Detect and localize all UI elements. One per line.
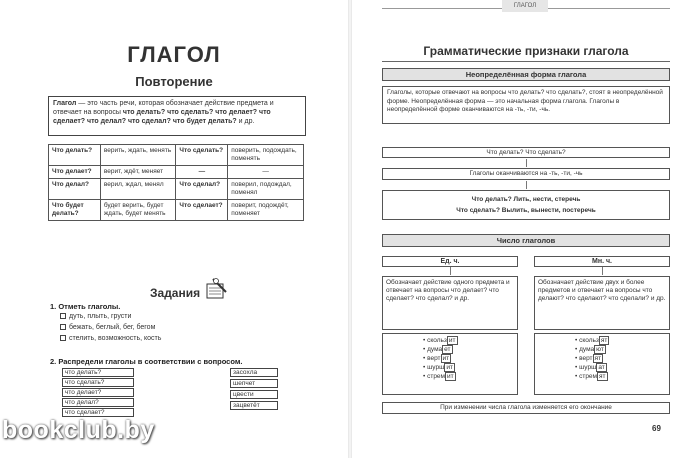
- arrow-connector: [602, 267, 603, 275]
- task-1-label: 1. Отметь глаголы.: [50, 302, 121, 311]
- question-cell: Что делал?: [49, 179, 101, 200]
- page-title: ГЛАГОЛ: [127, 42, 221, 67]
- number-heading: Число глаголов: [382, 234, 670, 247]
- examples-line: Что делать? Лить, нести, стеречь: [471, 196, 581, 203]
- checkbox[interactable]: [60, 335, 66, 341]
- question-cell: Что сделал?: [176, 179, 228, 200]
- left-page: [0, 0, 348, 458]
- question-slot[interactable]: что сделать?: [62, 378, 134, 387]
- infinitive-questions-box: Что делать? Что сделать?: [382, 147, 670, 158]
- word-card[interactable]: засохла: [230, 368, 278, 377]
- tasks-title: Задания: [150, 286, 201, 300]
- infinitive-description: Глаголы, которые отвечают на вопросы что делать? что сделать?, стоят в неопределённой форме. Неопределённая форма — это начальная форма глагола. Глаголы в неопределённой форме оканчиваются на -ть, -ти, -чь.: [382, 86, 670, 124]
- answer-cell: поверит, подождёт, поменяет: [228, 200, 304, 221]
- answer-cell: поверил, подождал, поменял: [228, 179, 304, 200]
- examples-line: Что сделать? Вылить, вынести, постеречь: [456, 207, 596, 214]
- list-item: • дума ют: [575, 346, 604, 353]
- infinitive-examples-box: [382, 190, 670, 220]
- task-1-option[interactable]: [60, 324, 155, 331]
- question-slot[interactable]: что сделает?: [62, 408, 134, 417]
- checkbox[interactable]: [60, 313, 66, 319]
- plural-label: Мн. ч.: [534, 256, 670, 267]
- definition-term: Глагол: [53, 100, 77, 107]
- answer-cell: —: [228, 166, 304, 179]
- definition-text: — это часть речи, которая обозначает действие предмета и отвечает на вопросы: [53, 100, 274, 116]
- page-number: 69: [652, 424, 661, 433]
- singular-label: Ед. ч.: [382, 256, 518, 267]
- list-item: • скольз ят: [575, 337, 608, 344]
- option-text: дуть, плыть, грусти: [69, 313, 132, 320]
- page-title: Грамматические признаки глагола: [423, 44, 629, 58]
- answer-cell: верит, ждёт, меняет: [100, 166, 176, 179]
- arrow-connector: [450, 267, 451, 275]
- section-subtitle: Повторение: [135, 74, 213, 89]
- plural-word-list: [534, 333, 670, 395]
- answer-cell: верить, ждать, менять: [100, 145, 176, 166]
- number-change-note: При изменении числа глагола изменяется его окончание: [382, 402, 670, 414]
- definition-questions: что делать? что сделать? что делает? что сделает? что делал? что сделал? что будет делать?: [53, 109, 271, 125]
- arrow-connector: [526, 181, 527, 189]
- word-card[interactable]: зацветёт: [230, 401, 278, 410]
- table-row: [49, 166, 304, 179]
- question-table: [48, 144, 304, 221]
- question-slot[interactable]: что делать?: [62, 368, 134, 377]
- list-item: • дума ет: [423, 346, 451, 353]
- question-cell: Что будет делать?: [49, 200, 101, 221]
- word-card[interactable]: шепчет: [230, 379, 278, 388]
- title-underline: [382, 61, 670, 62]
- list-item: • стрем ит: [423, 373, 454, 380]
- list-item: • шурш ат: [575, 364, 605, 371]
- list-item: • верт ят: [575, 355, 602, 362]
- question-cell: Что делает?: [49, 166, 101, 179]
- singular-description: Обозначает действие одного предмета и отвечает на вопросы что делает? что сделает? что сделал? и др.: [382, 276, 518, 330]
- option-text: бежать, беглый, бег, бегом: [69, 324, 156, 331]
- question-slot[interactable]: что делает?: [62, 388, 134, 397]
- task-2-label: 2. Распредели глаголы в соответствии с вопросом.: [50, 357, 243, 366]
- task-1-option[interactable]: [60, 335, 161, 342]
- answer-cell: поверить, подождать, поменять: [228, 145, 304, 166]
- question-cell: Что делать?: [49, 145, 101, 166]
- answer-cell: будет верить, будет ждать, будет менять: [100, 200, 176, 221]
- list-item: • верт ит: [423, 355, 450, 362]
- singular-word-list: [382, 333, 518, 395]
- checkbox[interactable]: [60, 324, 66, 330]
- list-item: • стрем ят: [575, 373, 606, 380]
- table-row: [49, 145, 304, 166]
- question-cell: Что сделать?: [176, 145, 228, 166]
- answer-cell: верил, ждал, менял: [100, 179, 176, 200]
- arrow-connector: [526, 159, 527, 167]
- pencil-notebook-icon: [204, 276, 230, 302]
- right-page: [352, 0, 700, 458]
- definition-box: [48, 96, 306, 136]
- question-slot[interactable]: что делал?: [62, 398, 134, 407]
- table-row: [49, 179, 304, 200]
- definition-tail: и др.: [236, 118, 255, 125]
- word-card[interactable]: цвести: [230, 390, 278, 399]
- table-row: [49, 200, 304, 221]
- brand-watermark: bookclub.by: [2, 416, 155, 444]
- header-tab: ГЛАГОЛ: [502, 0, 548, 12]
- infinitive-endings-box: Глаголы оканчиваются на -ть, -ти, -чь: [382, 168, 670, 180]
- task-1-option[interactable]: [60, 313, 131, 320]
- list-item: • скольз ит: [423, 337, 456, 344]
- question-cell: —: [176, 166, 228, 179]
- infinitive-heading: Неопределённая форма глагола: [382, 68, 670, 81]
- plural-description: Обозначает действие двух и более предметов и отвечает на вопросы что делают? что сделают? что сделали? и др.: [534, 276, 670, 330]
- list-item: • шурш ит: [423, 364, 453, 371]
- option-text: стелить, возможность, кость: [69, 335, 162, 342]
- question-cell: Что сделает?: [176, 200, 228, 221]
